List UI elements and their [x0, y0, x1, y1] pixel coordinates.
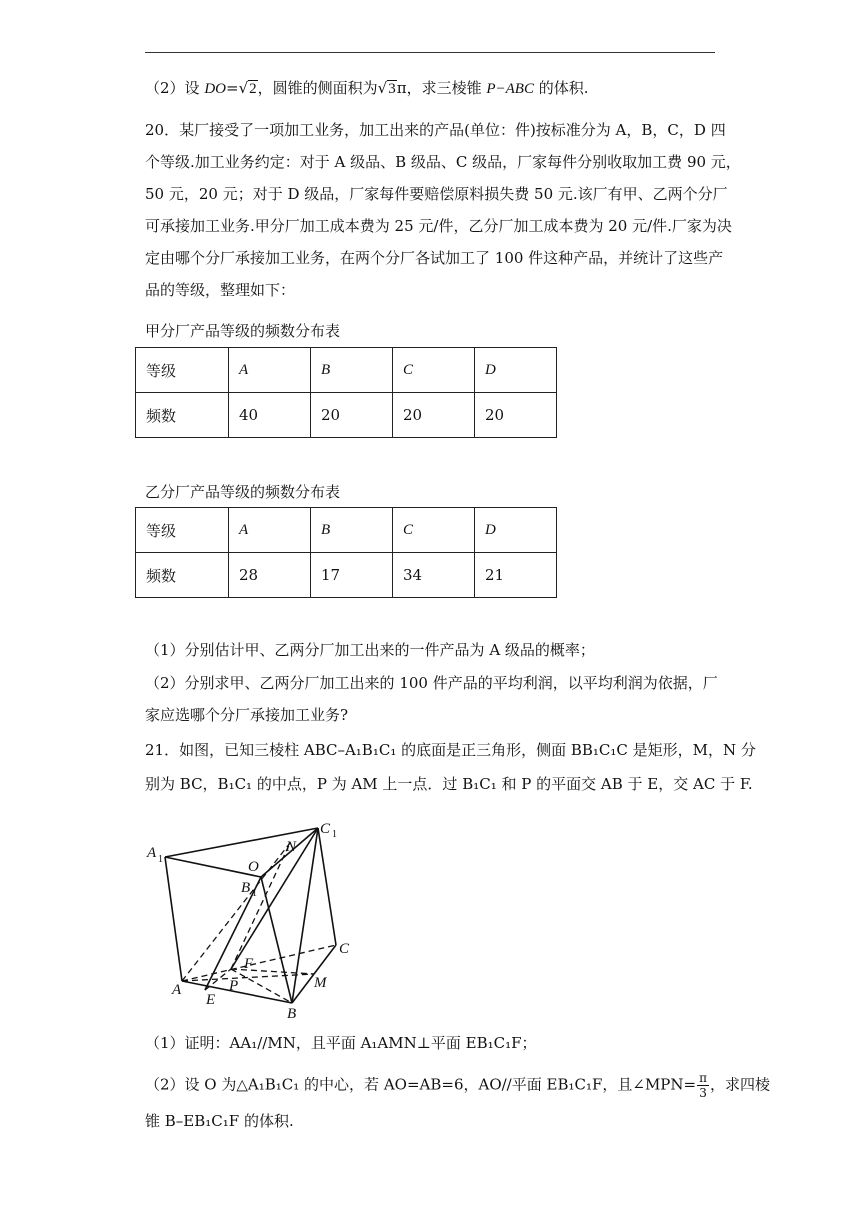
table-cell: 17: [311, 553, 393, 598]
label-O: O: [248, 859, 259, 875]
table-cell: 20: [475, 393, 557, 438]
label-E: E: [206, 992, 216, 1008]
label-C: C: [339, 941, 350, 957]
sqrt-3: √3: [377, 79, 396, 97]
table-cell: 等级: [136, 508, 229, 553]
table-cell: D: [475, 348, 557, 393]
q21-part2-a: （2）设 O 为△A₁B₁C₁ 的中心，若 AO=AB=6，AO//平面 EB₁C₁F，且∠MPN= $\frac{\pi}{3}$ ，求四棱: [145, 1071, 770, 1100]
table-cell: 20: [393, 393, 475, 438]
table-yi-caption: 乙分厂产品等级的频数分布表: [145, 483, 341, 501]
table-cell: 等级: [136, 348, 229, 393]
table-cell: 34: [393, 553, 475, 598]
table-yi: [135, 507, 557, 598]
table-cell: A: [229, 508, 311, 553]
table-cell: C: [393, 508, 475, 553]
table-cell: B: [311, 348, 393, 393]
label-A: A: [172, 982, 182, 998]
table-row: [136, 553, 557, 598]
table-cell: 21: [475, 553, 557, 598]
q20-line-6: 品的等级，整理如下：: [145, 281, 296, 299]
table-row: [136, 508, 557, 553]
fraction-pi-3: $\frac{\pi}{3}$: [699, 1071, 707, 1100]
q20-part1: （1）分别估计甲、乙两分厂加工出来的一件产品为 A 级品的概率；: [145, 641, 595, 659]
label-C1: C: [320, 821, 331, 837]
q21-line-2: 别为 BC，B₁C₁ 的中点，P 为 AM 上一点．过 B₁C₁ 和 P 的平面交 AB 于 E，交 AC 于 F.: [145, 775, 753, 793]
q19-part2: （2）设 DO=√2，圆锥的侧面积为√3π，求三棱锥 P−ABC 的体积.: [145, 79, 589, 97]
prism-figure: [140, 815, 370, 1025]
q20-part2-a: （2）分别求甲、乙两分厂加工出来的 100 件产品的平均利润，以平均利润为依据，厂: [145, 674, 718, 692]
table-cell: A: [229, 348, 311, 393]
table-cell: 28: [229, 553, 311, 598]
table-cell: 20: [311, 393, 393, 438]
label-N: N: [286, 839, 297, 855]
label-F: F: [244, 956, 254, 972]
q20-line-1: 20．某厂接受了一项加工业务，加工出来的产品(单位：件)按标准分为 A，B，C，D 四: [145, 121, 726, 139]
table-row: [136, 393, 557, 438]
label-A1: A: [147, 845, 157, 861]
q20-line-5: 定由哪个分厂承接加工业务，在两个分厂各试加工了 100 件这种产品，并统计了这些产: [145, 249, 724, 267]
header-rule: [145, 52, 715, 53]
label-B1-sub: 1: [252, 888, 257, 899]
table-cell: 频数: [136, 393, 229, 438]
table-cell: B: [311, 508, 393, 553]
q20-line-2: 个等级.加工业务约定：对于 A 级品、B 级品、C 级品，厂家每件分别收取加工费 90 元，: [145, 153, 741, 171]
table-jia-caption: 甲分厂产品等级的频数分布表: [145, 322, 341, 340]
q20-line-4: 可承接加工业务.甲分厂加工成本费为 25 元/件，乙分厂加工成本费为 20 元/件.厂家为决: [145, 217, 732, 235]
table-cell: D: [475, 508, 557, 553]
table-cell: 40: [229, 393, 311, 438]
label-C1-sub: 1: [332, 829, 337, 840]
table-jia: [135, 347, 557, 438]
label-M: M: [314, 975, 327, 991]
q20-part2-b: 家应选哪个分厂承接加工业务?: [145, 706, 349, 724]
q21-part2-b: 锥 B–EB₁C₁F 的体积.: [145, 1112, 294, 1130]
label-A1-sub: 1: [158, 854, 163, 865]
sqrt-2: √2: [238, 79, 257, 97]
label-P: P: [229, 978, 239, 994]
table-cell: 频数: [136, 553, 229, 598]
q21-part1: （1）证明：AA₁//MN，且平面 A₁AMN⊥平面 EB₁C₁F；: [145, 1034, 537, 1052]
table-row: [136, 348, 557, 393]
label-B1: B: [241, 880, 251, 896]
label-B: B: [287, 1006, 297, 1022]
table-cell: C: [393, 348, 475, 393]
q21-line-1: 21．如图，已知三棱柱 ABC–A₁B₁C₁ 的底面是正三角形，侧面 BB₁C₁C 是矩形，M，N 分: [145, 741, 756, 759]
q20-line-3: 50 元，20 元；对于 D 级品，厂家每件要赔偿原料损失费 50 元.该厂有甲、乙两个分厂: [145, 185, 728, 203]
